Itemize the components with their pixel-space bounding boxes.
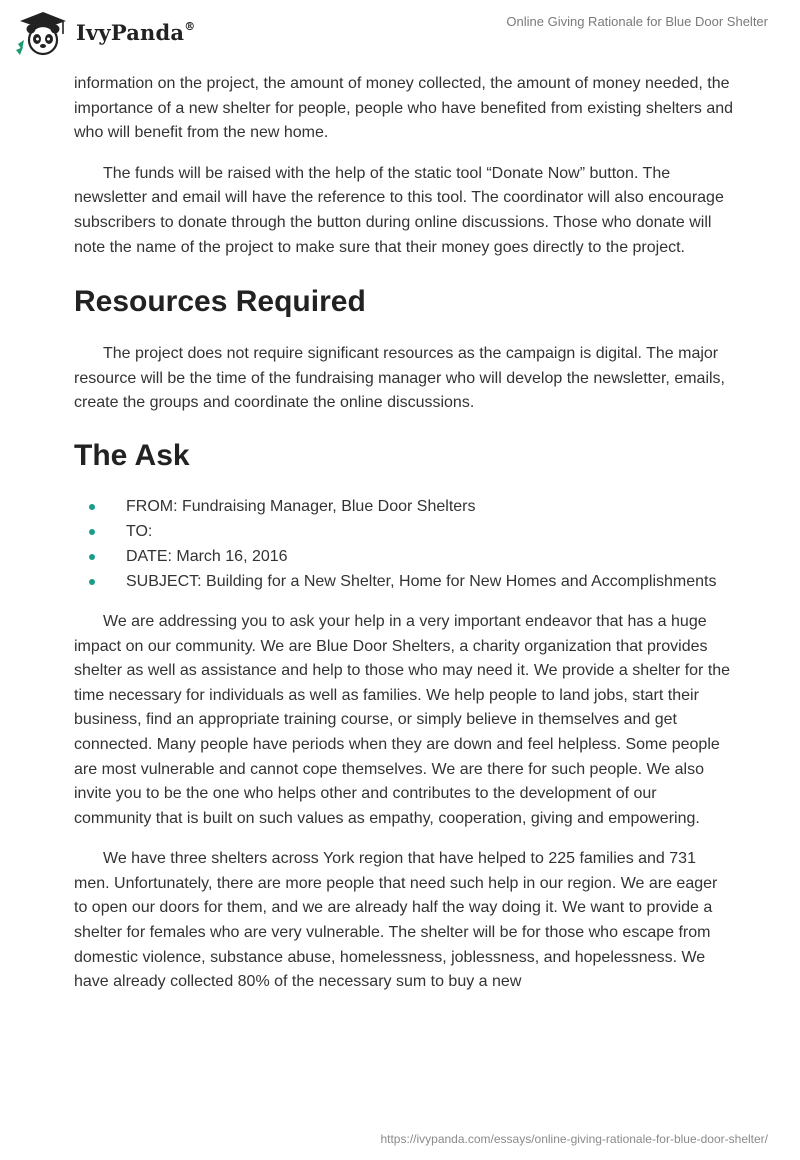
bullet-icon <box>89 529 95 535</box>
paragraph-resources: The project does not require significant resources as the campaign is digital. The major resource will be the time of the fundraising manager who will develop the newsletter, emails, create the groups and coordinate the online discussions. <box>74 345 725 412</box>
source-url[interactable]: https://ivypanda.com/essays/online-giving-rationale-for-blue-door-shelter/ <box>380 1132 768 1146</box>
page-header <box>0 0 800 64</box>
heading-the-ask: The Ask <box>74 438 190 472</box>
bullet-icon <box>89 504 95 510</box>
list-item: TO: <box>74 519 734 544</box>
paragraph-funds: The funds will be raised with the help of the static tool “Donate Now” button. The newsletter and email will have the reference to this tool. The coordinator will also encourage subscribers to donate through the button during online discussions. Those who donate will note the name of the project to make sure that their money goes directly to the project. <box>74 164 724 256</box>
paragraph-addressing: We are addressing you to ask your help in a very important endeavor that has a huge impact on our community. We are Blue Door Shelters, a charity organization that provides shelter as well as assistance and help to those who may need it. We provide a shelter for the time necessary for individuals as well as families. We help people to land jobs, start their business, find an appropriate training course, or simply believe in themselves and get connected. Many people have periods when they are down and feel helpless. Some people are most vulnerable and cannot cope themselves. We are there for such people. We also invite you to be the one who helps other and contributes to the development of our community that is built on such values as empathy, cooperation, giving and empowering. <box>74 612 731 827</box>
list-item: DATE: March 16, 2016 <box>74 544 734 569</box>
memo-list <box>74 494 734 594</box>
document-title: Online Giving Rationale for Blue Door Shelter <box>506 14 768 29</box>
paragraph-shelters: We have three shelters across York region that have helped to 225 families and 731 men. Unfortunately, there are more people that need such help in our region. We are eager to open our doors for them, and we are already half the way doing it. We want to provide a shelter for females who are very vulnerable. The shelter will be for those who escape from domestic violence, substance abuse, homelessness, joblessness, and hopelessness. We have already collected 80% of the necessary sum to buy a new <box>74 850 718 991</box>
bullet-icon <box>89 579 95 585</box>
bullet-icon <box>89 554 95 560</box>
list-item: SUBJECT: Building for a New Shelter, Home for New Homes and Accomplishments <box>74 569 734 594</box>
paragraph-intro: information on the project, the amount of money collected, the amount of money needed, the importance of a new shelter for people, people who have benefited from existing shelters and who will benefit from the new home. <box>74 75 734 142</box>
ivypanda-logo[interactable] <box>14 10 195 56</box>
heading-resources-required: Resources Required <box>74 285 366 319</box>
list-item: FROM: Fundraising Manager, Blue Door Shelters <box>74 494 734 519</box>
essay-content <box>74 72 734 995</box>
panda-graduate-icon <box>14 10 72 56</box>
brand-name: IvyPanda® <box>76 19 196 45</box>
